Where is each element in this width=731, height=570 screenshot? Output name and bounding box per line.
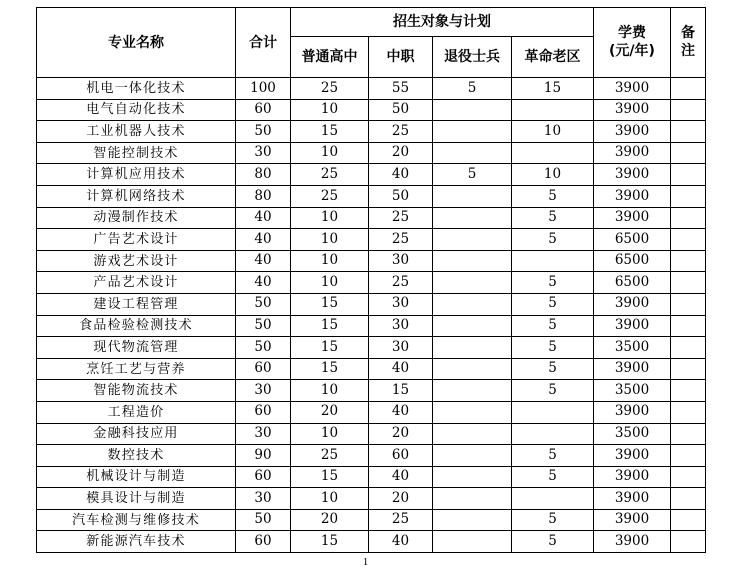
- major-name-cell: 游戏艺术设计: [37, 250, 236, 272]
- veterans-cell: [433, 315, 512, 337]
- note-cell: [671, 488, 706, 510]
- table-row: [37, 207, 706, 229]
- high-school-cell: 25: [291, 445, 369, 467]
- table-row: [37, 250, 706, 272]
- high-school-cell: 10: [291, 142, 369, 164]
- total-cell: 30: [236, 380, 291, 402]
- old-revolutionary-cell: [512, 488, 594, 510]
- total-cell: 40: [236, 207, 291, 229]
- high-school-cell: 25: [291, 78, 369, 100]
- fee-cell: 3900: [594, 531, 671, 553]
- veterans-cell: 5: [433, 78, 512, 100]
- old-revolutionary-cell: 5: [512, 207, 594, 229]
- note-cell: [671, 250, 706, 272]
- total-cell: 50: [236, 293, 291, 315]
- secondary-cell: 30: [369, 337, 433, 359]
- header-fee: [594, 8, 671, 78]
- table-row: [37, 337, 706, 359]
- veterans-cell: [433, 488, 512, 510]
- major-name-cell: 机械设计与制造: [37, 466, 236, 488]
- table-row: [37, 401, 706, 423]
- fee-cell: 3900: [594, 509, 671, 531]
- secondary-cell: 25: [369, 509, 433, 531]
- table-row: [37, 315, 706, 337]
- header-note: [671, 8, 706, 78]
- old-revolutionary-cell: 5: [512, 531, 594, 553]
- secondary-cell: 20: [369, 423, 433, 445]
- table-row: [37, 488, 706, 510]
- total-cell: 100: [236, 78, 291, 100]
- veterans-cell: [433, 229, 512, 251]
- note-cell: [671, 185, 706, 207]
- major-name-cell: 计算机网络技术: [37, 185, 236, 207]
- veterans-cell: [433, 531, 512, 553]
- table-header: [37, 8, 706, 78]
- table-row: [37, 164, 706, 186]
- table-row: [37, 121, 706, 143]
- secondary-cell: 25: [369, 272, 433, 294]
- high-school-cell: 10: [291, 229, 369, 251]
- header-total: 合计: [236, 8, 291, 78]
- note-cell: [671, 99, 706, 121]
- secondary-cell: 40: [369, 466, 433, 488]
- high-school-cell: 10: [291, 380, 369, 402]
- fee-cell: 3900: [594, 207, 671, 229]
- note-cell: [671, 293, 706, 315]
- major-name-cell: 智能控制技术: [37, 142, 236, 164]
- header-old-revolutionary: 革命老区: [512, 37, 594, 78]
- veterans-cell: [433, 121, 512, 143]
- note-cell: [671, 207, 706, 229]
- table-row: [37, 185, 706, 207]
- fee-cell: 6500: [594, 250, 671, 272]
- major-name-cell: 模具设计与制造: [37, 488, 236, 510]
- note-cell: [671, 466, 706, 488]
- fee-cell: 3900: [594, 142, 671, 164]
- fee-cell: 3500: [594, 380, 671, 402]
- old-revolutionary-cell: 5: [512, 509, 594, 531]
- veterans-cell: [433, 337, 512, 359]
- total-cell: 40: [236, 229, 291, 251]
- table-row: [37, 142, 706, 164]
- note-cell: [671, 121, 706, 143]
- header-fee-line2: (元/年): [609, 42, 655, 59]
- veterans-cell: 5: [433, 164, 512, 186]
- secondary-cell: 60: [369, 445, 433, 467]
- note-cell: [671, 78, 706, 100]
- veterans-cell: [433, 293, 512, 315]
- high-school-cell: 25: [291, 185, 369, 207]
- table-row: [37, 466, 706, 488]
- page-number: 1: [362, 556, 369, 568]
- old-revolutionary-cell: 5: [512, 229, 594, 251]
- veterans-cell: [433, 207, 512, 229]
- major-name-cell: 工业机器人技术: [37, 121, 236, 143]
- old-revolutionary-cell: 10: [512, 164, 594, 186]
- major-name-cell: 金融科技应用: [37, 423, 236, 445]
- note-cell: [671, 358, 706, 380]
- old-revolutionary-cell: [512, 401, 594, 423]
- fee-cell: 3900: [594, 164, 671, 186]
- table-row: [37, 99, 706, 121]
- old-revolutionary-cell: [512, 99, 594, 121]
- high-school-cell: 15: [291, 358, 369, 380]
- veterans-cell: [433, 358, 512, 380]
- table-row: [37, 229, 706, 251]
- high-school-cell: 10: [291, 99, 369, 121]
- high-school-cell: 15: [291, 531, 369, 553]
- total-cell: 40: [236, 250, 291, 272]
- veterans-cell: [433, 380, 512, 402]
- note-cell: [671, 423, 706, 445]
- fee-cell: 3900: [594, 466, 671, 488]
- total-cell: 50: [236, 121, 291, 143]
- fee-cell: 3500: [594, 423, 671, 445]
- secondary-cell: 20: [369, 488, 433, 510]
- high-school-cell: 10: [291, 250, 369, 272]
- veterans-cell: [433, 445, 512, 467]
- total-cell: 30: [236, 488, 291, 510]
- total-cell: 60: [236, 531, 291, 553]
- old-revolutionary-cell: [512, 250, 594, 272]
- old-revolutionary-cell: [512, 423, 594, 445]
- note-cell: [671, 337, 706, 359]
- high-school-cell: 15: [291, 466, 369, 488]
- old-revolutionary-cell: [512, 142, 594, 164]
- high-school-cell: 15: [291, 121, 369, 143]
- note-cell: [671, 401, 706, 423]
- secondary-cell: 50: [369, 99, 433, 121]
- high-school-cell: 10: [291, 488, 369, 510]
- header-note-line2: 注: [681, 42, 695, 59]
- fee-cell: 3900: [594, 99, 671, 121]
- veterans-cell: [433, 466, 512, 488]
- old-revolutionary-cell: 5: [512, 293, 594, 315]
- note-cell: [671, 229, 706, 251]
- veterans-cell: [433, 250, 512, 272]
- veterans-cell: [433, 423, 512, 445]
- fee-cell: 3900: [594, 488, 671, 510]
- major-name-cell: 电气自动化技术: [37, 99, 236, 121]
- header-veterans: 退役士兵: [433, 37, 512, 78]
- veterans-cell: [433, 401, 512, 423]
- table-row: [37, 423, 706, 445]
- secondary-cell: 25: [369, 121, 433, 143]
- high-school-cell: 15: [291, 293, 369, 315]
- total-cell: 50: [236, 315, 291, 337]
- major-name-cell: 工程造价: [37, 401, 236, 423]
- veterans-cell: [433, 142, 512, 164]
- fee-cell: 6500: [594, 272, 671, 294]
- total-cell: 80: [236, 185, 291, 207]
- secondary-cell: 30: [369, 250, 433, 272]
- old-revolutionary-cell: 5: [512, 380, 594, 402]
- total-cell: 30: [236, 142, 291, 164]
- fee-cell: 3500: [594, 337, 671, 359]
- total-cell: 90: [236, 445, 291, 467]
- major-name-cell: 智能物流技术: [37, 380, 236, 402]
- secondary-cell: 55: [369, 78, 433, 100]
- old-revolutionary-cell: 5: [512, 358, 594, 380]
- table-row: [37, 272, 706, 294]
- veterans-cell: [433, 509, 512, 531]
- table-row: [37, 78, 706, 100]
- table-row: [37, 293, 706, 315]
- secondary-cell: 30: [369, 315, 433, 337]
- total-cell: 50: [236, 337, 291, 359]
- old-revolutionary-cell: 5: [512, 466, 594, 488]
- total-cell: 50: [236, 509, 291, 531]
- old-revolutionary-cell: 5: [512, 185, 594, 207]
- secondary-cell: 25: [369, 207, 433, 229]
- major-name-cell: 汽车检测与维修技术: [37, 509, 236, 531]
- old-revolutionary-cell: 5: [512, 337, 594, 359]
- major-name-cell: 数控技术: [37, 445, 236, 467]
- table-body: [37, 78, 706, 553]
- enrollment-plan-table: [36, 7, 706, 553]
- old-revolutionary-cell: 5: [512, 272, 594, 294]
- major-name-cell: 机电一体化技术: [37, 78, 236, 100]
- header-note-line1: 备: [681, 25, 695, 41]
- table-row: [37, 509, 706, 531]
- high-school-cell: 25: [291, 164, 369, 186]
- table-row: [37, 445, 706, 467]
- note-cell: [671, 164, 706, 186]
- high-school-cell: 10: [291, 207, 369, 229]
- secondary-cell: 40: [369, 531, 433, 553]
- total-cell: 30: [236, 423, 291, 445]
- total-cell: 60: [236, 99, 291, 121]
- major-name-cell: 广告艺术设计: [37, 229, 236, 251]
- note-cell: [671, 531, 706, 553]
- major-name-cell: 建设工程管理: [37, 293, 236, 315]
- secondary-cell: 50: [369, 185, 433, 207]
- secondary-cell: 40: [369, 358, 433, 380]
- note-cell: [671, 509, 706, 531]
- veterans-cell: [433, 185, 512, 207]
- veterans-cell: [433, 272, 512, 294]
- fee-cell: 3900: [594, 121, 671, 143]
- veterans-cell: [433, 99, 512, 121]
- fee-cell: 3900: [594, 315, 671, 337]
- table-row: [37, 358, 706, 380]
- fee-cell: 3900: [594, 185, 671, 207]
- fee-cell: 3900: [594, 293, 671, 315]
- note-cell: [671, 445, 706, 467]
- major-name-cell: 食品检验检测技术: [37, 315, 236, 337]
- high-school-cell: 10: [291, 423, 369, 445]
- fee-cell: 6500: [594, 229, 671, 251]
- note-cell: [671, 380, 706, 402]
- header-fee-line1: 学费: [618, 25, 646, 41]
- total-cell: 40: [236, 272, 291, 294]
- total-cell: 80: [236, 164, 291, 186]
- note-cell: [671, 142, 706, 164]
- major-name-cell: 动漫制作技术: [37, 207, 236, 229]
- header-high-school: 普通高中: [291, 37, 369, 78]
- fee-cell: 3900: [594, 445, 671, 467]
- table-row: [37, 531, 706, 553]
- secondary-cell: 30: [369, 293, 433, 315]
- major-name-cell: 现代物流管理: [37, 337, 236, 359]
- major-name-cell: 烹饪工艺与营养: [37, 358, 236, 380]
- major-name-cell: 计算机应用技术: [37, 164, 236, 186]
- note-cell: [671, 272, 706, 294]
- table-row: [37, 380, 706, 402]
- secondary-cell: 40: [369, 164, 433, 186]
- header-plan-group: 招生对象与计划: [291, 8, 594, 37]
- high-school-cell: 15: [291, 315, 369, 337]
- old-revolutionary-cell: 5: [512, 445, 594, 467]
- high-school-cell: 15: [291, 337, 369, 359]
- major-name-cell: 新能源汽车技术: [37, 531, 236, 553]
- high-school-cell: 10: [291, 272, 369, 294]
- fee-cell: 3900: [594, 358, 671, 380]
- secondary-cell: 20: [369, 142, 433, 164]
- secondary-cell: 25: [369, 229, 433, 251]
- high-school-cell: 20: [291, 509, 369, 531]
- old-revolutionary-cell: 10: [512, 121, 594, 143]
- total-cell: 60: [236, 466, 291, 488]
- fee-cell: 3900: [594, 78, 671, 100]
- high-school-cell: 20: [291, 401, 369, 423]
- note-cell: [671, 315, 706, 337]
- total-cell: 60: [236, 358, 291, 380]
- old-revolutionary-cell: 5: [512, 315, 594, 337]
- old-revolutionary-cell: 15: [512, 78, 594, 100]
- secondary-cell: 15: [369, 380, 433, 402]
- major-name-cell: 产品艺术设计: [37, 272, 236, 294]
- header-major: 专业名称: [37, 8, 236, 78]
- secondary-cell: 40: [369, 401, 433, 423]
- header-secondary: 中职: [369, 37, 433, 78]
- fee-cell: 3900: [594, 401, 671, 423]
- total-cell: 60: [236, 401, 291, 423]
